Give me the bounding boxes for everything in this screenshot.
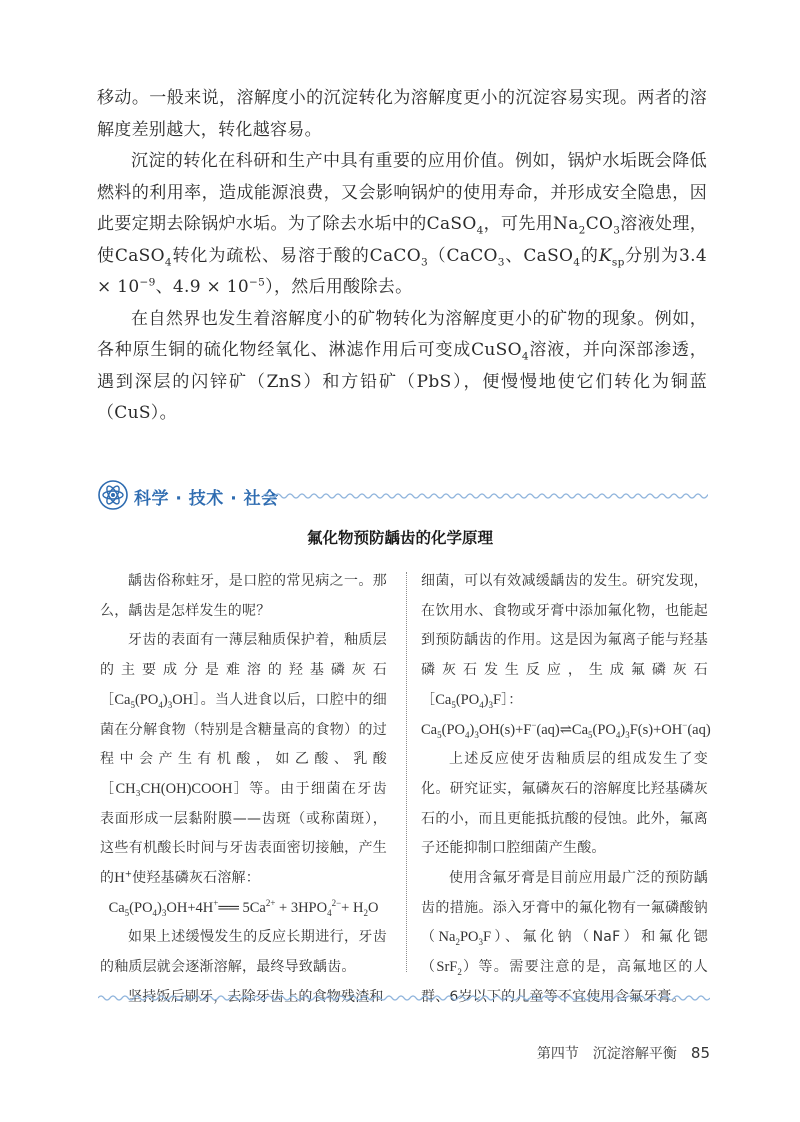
equation-hydroxyapatite-dissolution: $Ca_5(PO_4)_3OH+4H^+══$ $5Ca^{2+} + 3HPO_4^{2-}+ H_2O$ — [108, 897, 379, 918]
column-divider — [406, 572, 407, 972]
page-footer — [537, 1043, 710, 1063]
paragraph-2: 沉淀的转化在科研和生产中具有重要的应用价值。例如，锅炉水垢既会降低燃料的利用率，造成能源浪费，又会影响锅炉的使用寿命，并形成安全隐患，因此要定期去除锅炉水垢。为了除去水垢中的CaSO$_4$，可先用$Na_2CO_3$溶液处理，使CaSO$_4$转化为疏松、易溶于酸的CaCO$_3$（CaCO$_3$、CaSO$_4$的$K_{sp}$分别为$3.4 \times 10^{-9}$、$4.9 \times 10^{-5}$），然后用酸除去。 — [97, 151, 707, 297]
section-title: 科学 · 技术 · 社会 — [134, 489, 279, 509]
article-paragraph: 上述反应使牙齿釉质层的组成发生了变化。研究证实，氟磷灰石的溶解度比羟基磷灰石的小，而且更能抵抗酸的侵蚀。此外，氟离子还能抑制口腔细菌产生酸。 — [421, 751, 708, 857]
paragraph-3: 在自然界也发生着溶解度小的矿物转化为溶解度更小的矿物的现象。例如，各种原生铜的硫化物经氧化、淋滤作用后可变成CuSO$_4$溶液，并向深部渗透，遇到深层的闪锌矿（ZnS）和方铅矿（PbS），便慢慢地使它们转化为铜蓝（CuS）。 — [97, 308, 707, 423]
atom-icon — [98, 480, 128, 510]
paragraph-1: 移动。一般来说，溶解度小的沉淀转化为溶解度更小的沉淀容易实现。两者的溶解度差别越大，转化越容易。 — [97, 88, 707, 140]
page-number: 85 — [690, 1044, 710, 1062]
article-right-column — [421, 567, 711, 1013]
article-paragraph: 坚持饭后刷牙，去除牙齿上的食物残渣和 — [128, 988, 384, 1005]
wavy-divider-bottom — [98, 992, 710, 1004]
article-paragraph: 细菌，可以有效减缓龋齿的发生。研究发现，在饮用水、食物或牙膏中添加氟化物，也能起到预防龋齿的作用。这是因为氟离子能与羟基磷灰石发生反应，生成氟磷灰石$[Ca_5(PO_4)_3F]$： — [421, 573, 708, 710]
article-paragraph: 龋齿俗称蛀牙，是口腔的常见病之一。那么，龋齿是怎样发生的呢？ — [100, 573, 387, 619]
main-text — [97, 83, 707, 430]
article-left-column — [100, 567, 387, 1013]
equation-fluorapatite-formation: $Ca_5(PO_4)_3OH(s)+F^-(aq)\rightleftharpoons Ca_5(PO_4)_3F(s)+OH^-(aq)$ — [421, 719, 711, 740]
article-paragraph: 牙齿的表面有一薄层釉质保护着，釉质层的主要成分是难溶的羟基磷灰石$[Ca_5(PO_4)_3OH]$。当人进食以后，口腔中的细菌在分解食物（特别是含糖量高的食物）的过程中会产生有机酸，如乙酸、乳酸［CH₃CH(OH)COOH］等。由于细菌在牙齿表面形成一层黏附膜——齿斑（或称菌斑），这些有机酸长时间与牙齿表面密切接触，产生的H+使羟基磷灰石溶解： — [100, 632, 387, 887]
section-header — [98, 480, 710, 512]
footer-section: 第四节 沉淀溶解平衡 — [536, 1046, 677, 1062]
article-title: 氟化物预防龋齿的化学原理 — [306, 529, 493, 547]
article-paragraph: 如果上述缓慢发生的反应长期进行，牙齿的釉质层就会逐渐溶解，最终导致龋齿。 — [100, 929, 387, 976]
wavy-divider — [263, 490, 708, 502]
article-paragraph: 使用含氟牙膏是目前应用最广泛的预防龋齿的措施。添入牙膏中的氟化物有一氟磷酸钠$(Na_2PO_3F)$、氟化钠（NaF）和氟化锶（SrF$_2$）等。需要注意的是，高氟地区的人群、6岁以下的儿童等不宜使用含氟牙膏。 — [421, 870, 709, 1005]
